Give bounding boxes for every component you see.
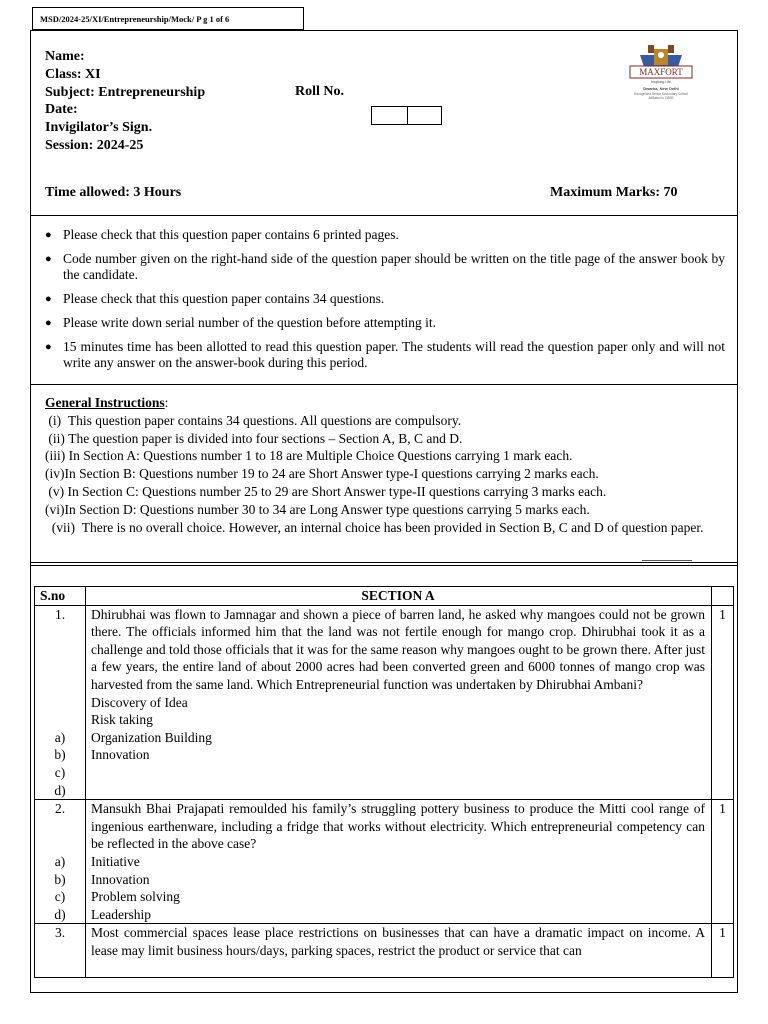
instruction-number: (iii) [45,448,69,464]
question-row [35,800,734,924]
class-field: Class: XI [45,66,101,82]
sno-header: S.no [35,587,86,606]
option-text: Organization Building [91,729,212,745]
question-row [35,924,734,978]
option-text: Discovery of Idea [91,694,188,710]
option-label: b) [54,747,66,763]
question-marks: 1 [712,924,734,978]
option-text: Problem solving [91,889,180,905]
note-item: ● Please write down serial number of the question before attempting it. [45,315,725,331]
instruction-text: In Section D: Questions number 30 to 34 are Long Answer type questions carrying 5 marks each. [64,501,590,517]
instruction-item [45,465,727,483]
question-text: Mansukh Bhai Prajapati remoulded his family’s struggling pottery business to produce the Mitti cool range of ingenious earthenware, including a fridge that works without electricity. Which entrepreneurial competency can be reflected in the above case? [91,801,705,852]
general-instructions [45,394,727,536]
question-text: Dhirubhai was flown to Jamnagar and shown a piece of barren land, he asked why mangoes could not be grown there. The officials informed him that the land was not fertile enough for mango crop. Dhirubhai took it as a challenge and told those officials that it was for the same reason why mangoes ought to be grown there. After just a few years, the entire land of about 2000 acres had been converted green and 6000 tonnes of mango crop was harvested from the same land. Which Entrepreneurial function was undertaken by Dhirubhai Ambani? [91,606,705,692]
option-label: c) [54,764,66,780]
marks-header [712,587,734,606]
option-text: Initiative [91,853,140,869]
question-text: Most commercial spaces lease place restrictions on businesses that can have a dramatic impact on income. A lease may limit business hours/days, parking spaces, restrict the product or service that can [91,925,705,958]
divider [31,384,737,385]
instruction-text: There is no overall choice. However, an internal choice has been provided in Section B, C and D of question paper. [81,519,704,535]
option-label: c) [54,889,66,905]
question-marks: 1 [712,800,734,924]
name-field: Name: [45,49,85,64]
question-body [86,924,712,978]
question-body [86,800,712,924]
subject-field: Subject: Entrepreneurship [45,84,206,100]
instruction-item [45,447,727,465]
option-text: Risk taking [91,712,153,728]
option-label: a) [54,729,66,745]
instruction-text: This question paper contains 34 questions. All questions are compulsory. [67,412,462,428]
question-number-cell [35,605,86,800]
note-item: ● Please check that this question paper contains 6 printed pages. [45,227,725,243]
instruction-text: In Section A: Questions number 1 to 18 are Multiple Choice Questions carrying 1 mark each. [68,448,573,464]
school-logo [614,43,708,101]
section-a-table [34,586,734,978]
instruction-number: (vi) [45,501,65,517]
instruction-item [45,412,727,430]
question-number: 2. [54,801,66,817]
logo-tagline: Inspiring Life [651,80,671,84]
instruction-number: (ii) [45,430,69,446]
option-label: d) [54,906,66,922]
note-item: ● Please check that this question paper contains 34 questions. [45,291,725,307]
option-label: b) [54,871,66,887]
divider [31,215,737,216]
logo-name: MAXFORT [639,67,683,77]
option-text: Leadership [91,906,151,922]
instruction-item [45,501,727,519]
instruction-item [45,519,727,537]
section-title: SECTION A [86,587,712,606]
time-allowed: Time allowed: 3 Hours [45,185,182,200]
roll-no-label: Roll No. [295,84,344,99]
roll-no-boxes[interactable] [371,106,442,125]
invigilator-sign-field: Invigilator’s Sign. [45,120,153,136]
logo-affiliation: Affiliated to CBSE [648,96,674,100]
session-field: Session: 2024-25 [45,137,144,153]
question-number-cell [35,800,86,924]
question-row [35,605,734,800]
title-colon: : [164,395,169,410]
option-text: Innovation [91,747,150,763]
question-number-cell [35,924,86,978]
exam-notes-list [45,227,725,379]
question-marks: 1 [712,605,734,800]
question-number: 1. [54,606,66,622]
option-label: d) [54,782,66,798]
document-code: MSD/2024-25/XI/Entrepreneurship/Mock/ P g 1 of 6 [32,7,304,30]
double-divider [31,562,737,566]
table-header-row [35,587,734,606]
date-field: Date: [45,102,78,118]
instruction-text: In Section B: Questions number 19 to 24 are Short Answer type-I questions carrying 2 marks each. [64,466,599,482]
instruction-item [45,430,727,448]
logo-location: Dwarka, New Delhi [643,86,679,91]
logo-subtitle: Recognised Senior Secondary School [634,92,688,96]
question-body [86,605,712,800]
exam-paper-frame [30,30,738,993]
student-info-fields [45,48,205,155]
instruction-number: (v) [45,483,68,499]
note-item: ● Code number given on the right-hand side of the question paper should be written on the title page of the answer book by the candidate. [45,251,725,283]
instruction-number: (i) [45,412,68,428]
question-number: 3. [54,925,66,941]
instruction-item [45,483,727,501]
instruction-number: (vii) [45,519,82,535]
option-text: Innovation [91,871,150,887]
instruction-number: (iv) [45,466,65,482]
maximum-marks: Maximum Marks: 70 [550,185,678,200]
general-instructions-title: General Instructions [45,395,165,410]
instruction-text: The question paper is divided into four sections – Section A, B, C and D. [68,430,463,446]
option-label: a) [54,853,66,869]
instruction-text: In Section C: Questions number 25 to 29 are Short Answer type-II questions carrying 3 marks each. [67,483,607,499]
note-item: ● 15 minutes time has been allotted to read this question paper. The students will read the question paper only and will not write any answer on the answer-book during this period. [45,339,725,371]
